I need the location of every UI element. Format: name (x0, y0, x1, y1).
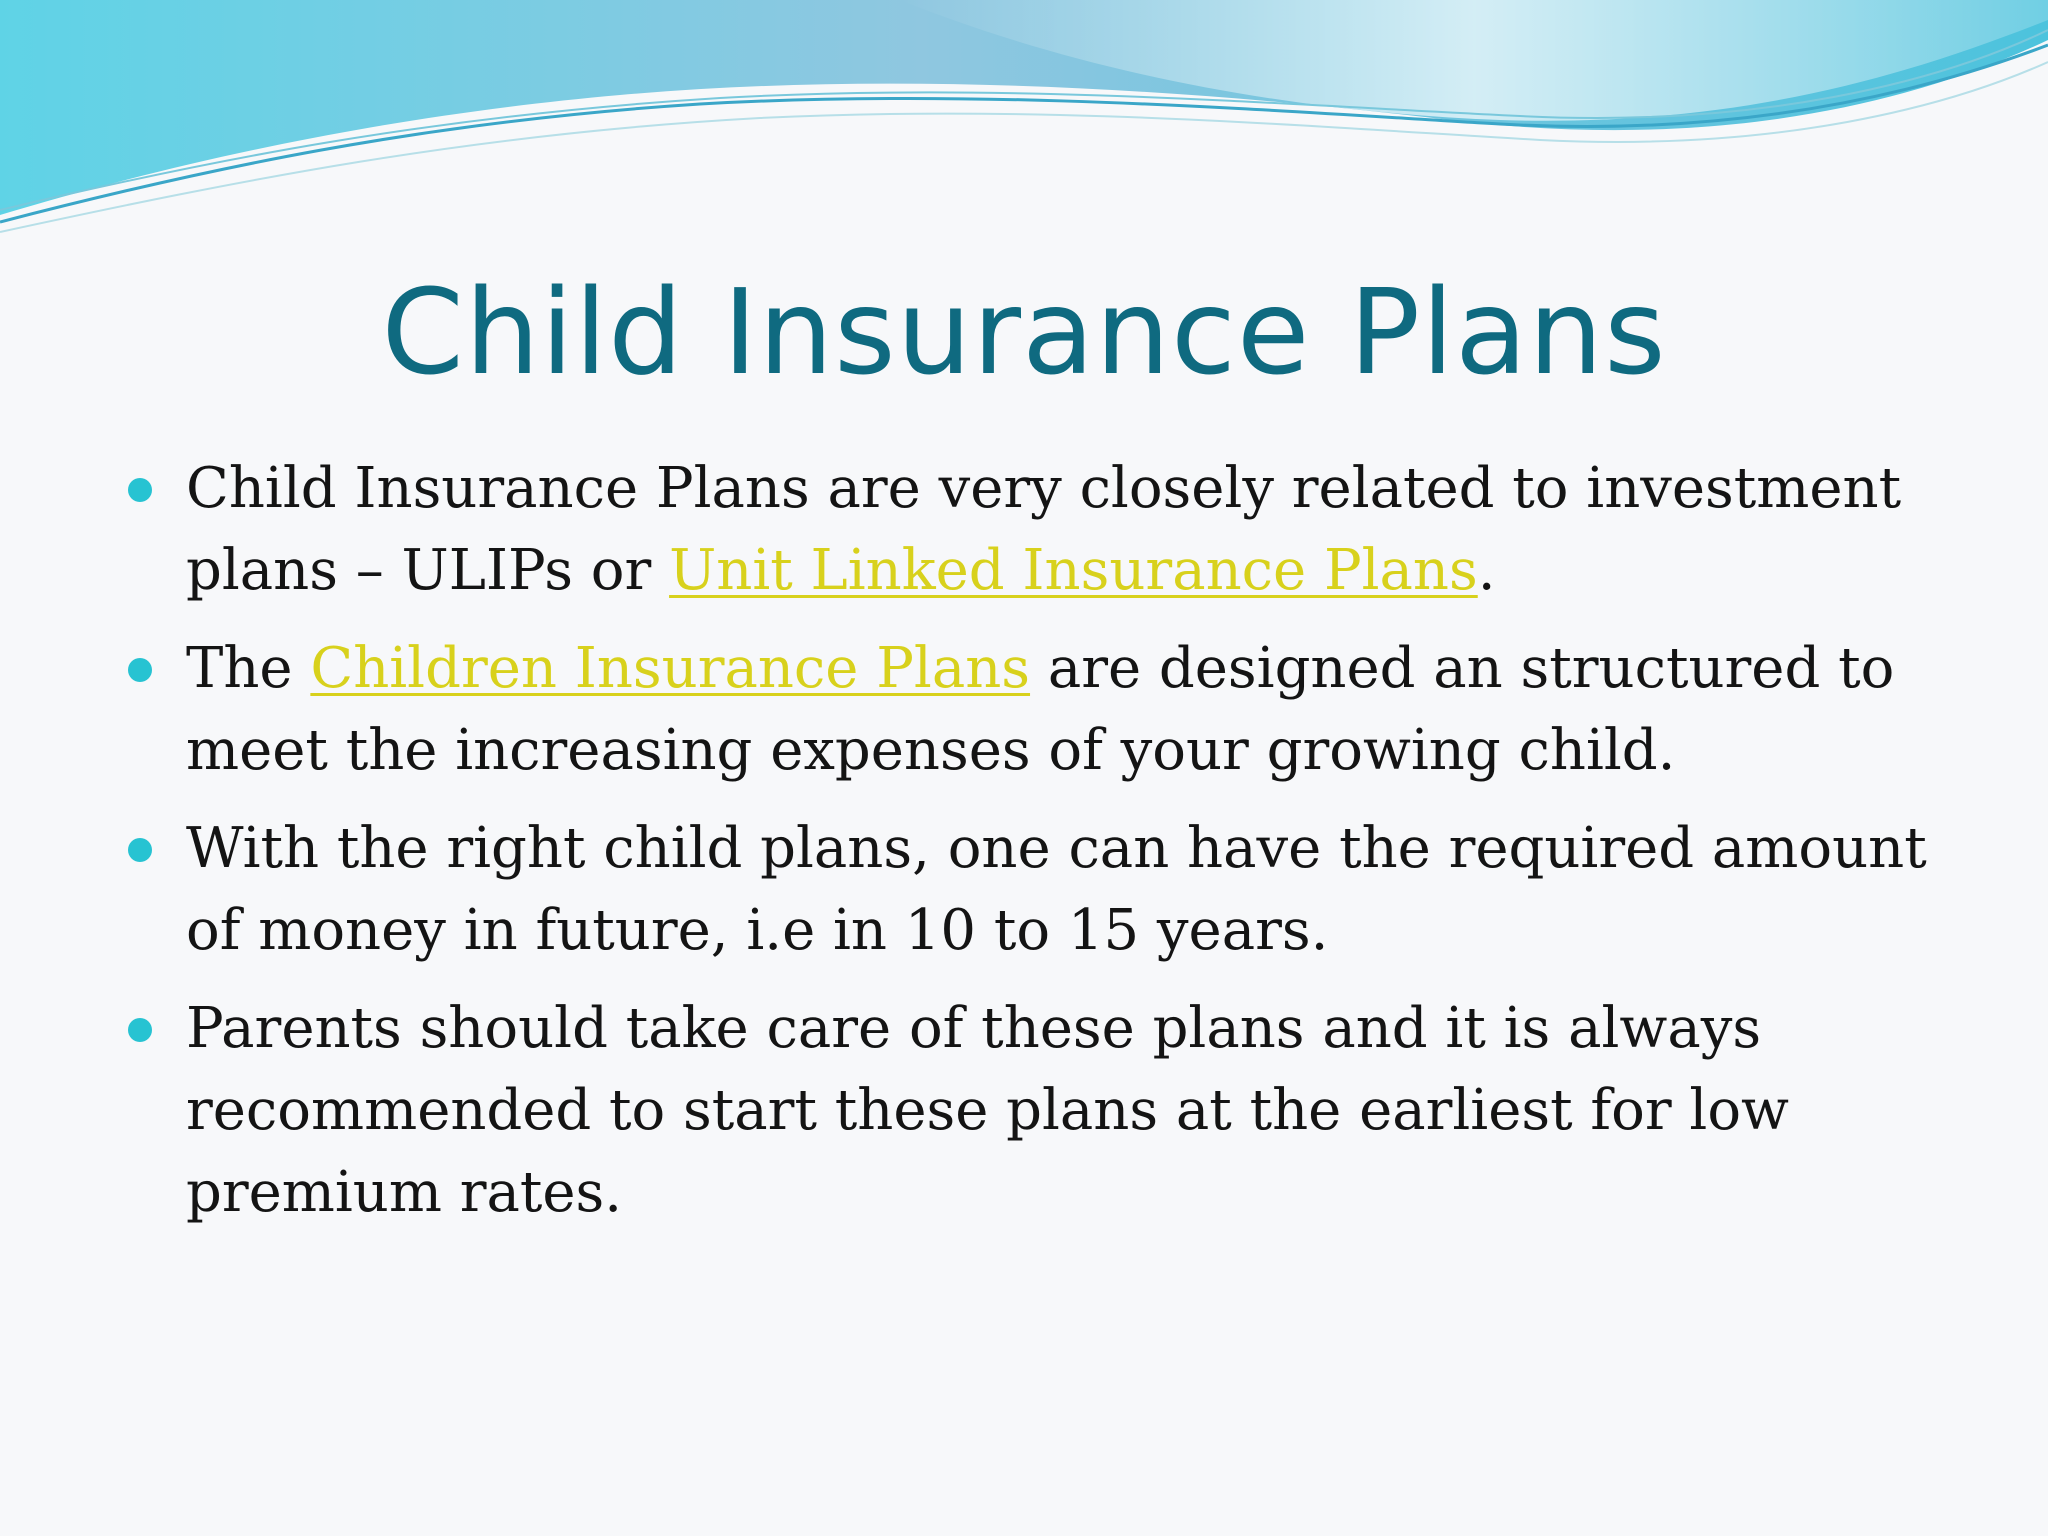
bullet-text: The (186, 636, 311, 701)
bullet-text: With the right child plans, one can have the required amount of money in future, i.e in 10 to 15 years. (186, 816, 1927, 963)
bullet-dot-icon (128, 478, 152, 502)
children-insurance-plans-link[interactable]: Children Insurance Plans (310, 636, 1031, 701)
bullet-text: Parents should take care of these plans and it is always recommended to start these plans at the earliest for low premium rates. (186, 996, 1789, 1225)
bullet-dot-icon (128, 838, 152, 862)
unit-linked-insurance-plans-link[interactable]: Unit Linked Insurance Plans (669, 538, 1478, 603)
slide-title: Child Insurance Plans (381, 263, 1667, 401)
bullet-item (186, 448, 1946, 612)
bullet-item (186, 628, 1946, 792)
bullet-item (186, 988, 1946, 1234)
bullet-text-end: are designed an structured to meet the increasing expenses of your growing child. (186, 636, 1895, 783)
header-wave-decoration (0, 0, 2048, 240)
bullet-item (186, 808, 1946, 972)
bullet-list (186, 448, 1946, 1250)
bullet-text: Child Insurance Plans are very closely related to investment plans – ULIPs or (186, 456, 1902, 603)
bullet-text-end: . (1477, 538, 1496, 603)
bullet-dot-icon (128, 658, 152, 682)
bullet-dot-icon (128, 1018, 152, 1042)
